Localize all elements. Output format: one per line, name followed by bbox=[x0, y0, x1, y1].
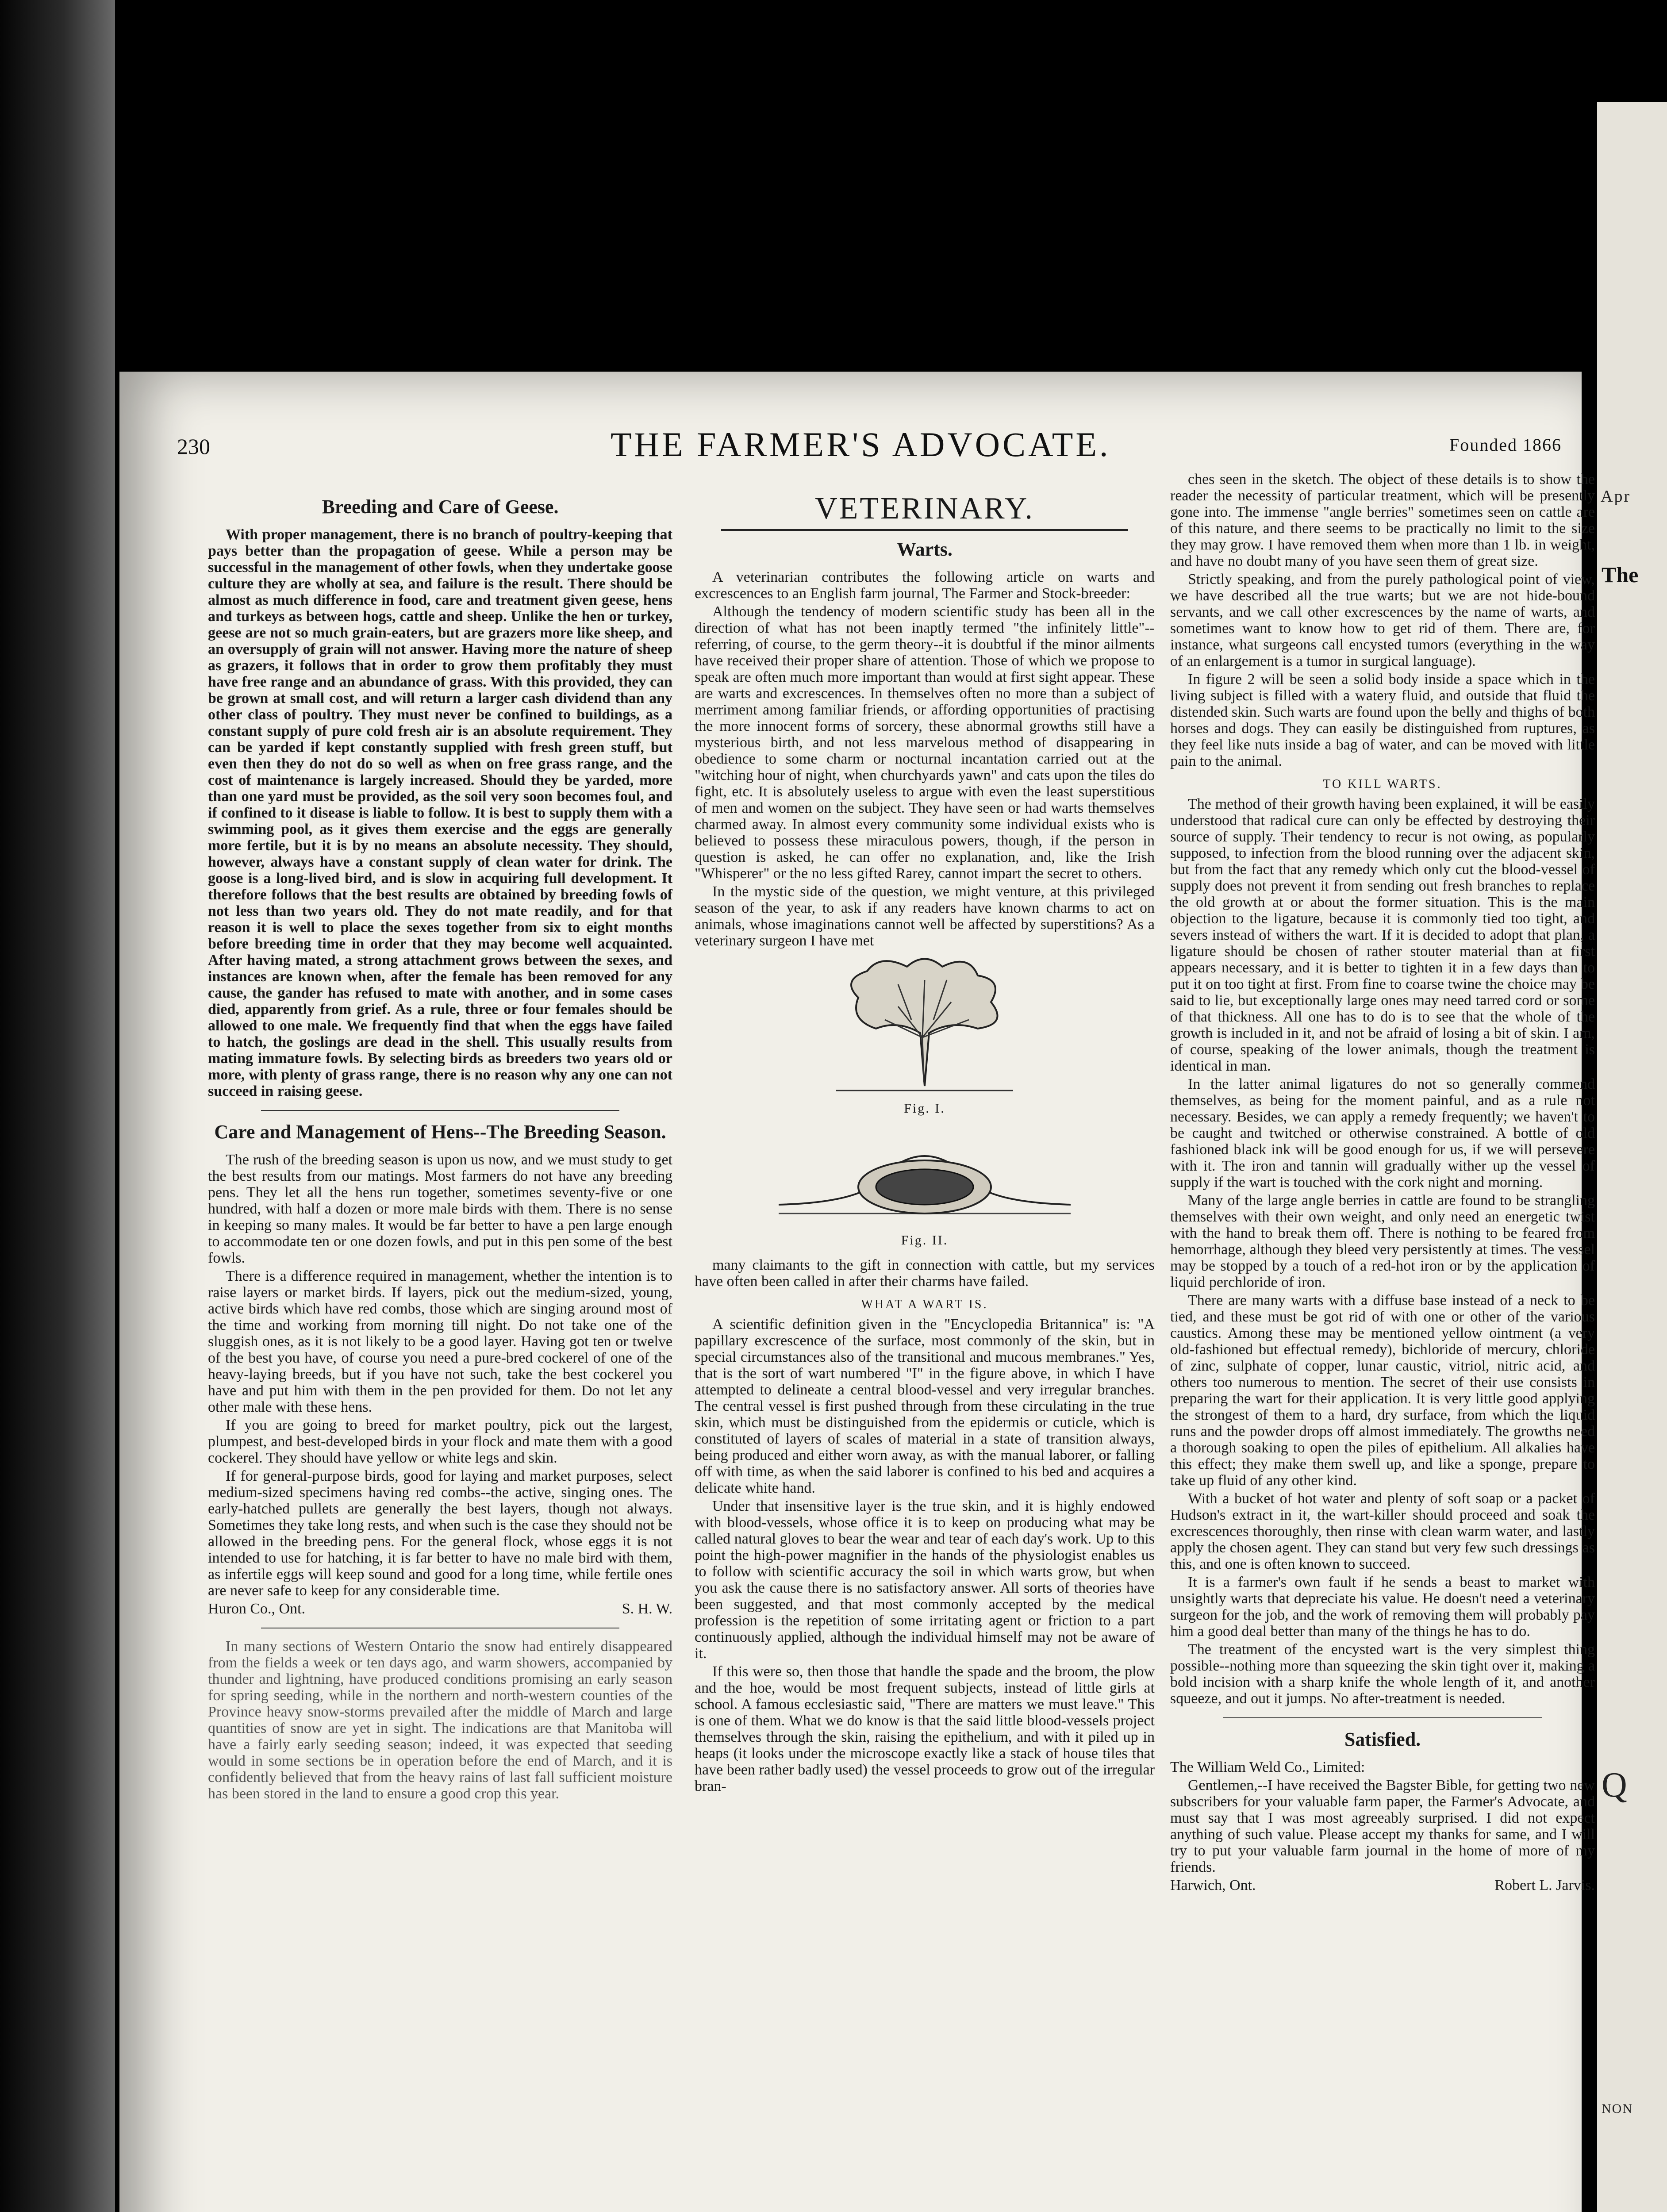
warts-paragraph: A veterinarian contributes the following article on warts and excrescences to an English farm journal, The Farmer and Stock-breeder: bbox=[695, 569, 1155, 602]
what-paragraph: Under that insensitive layer is the true skin, and it is highly endowed with blood-vessels, whose office it is to keep on producing what may be called natural gloves to bear the wear and tear of each day's work. Up to this point the high-power magnifier in the hands of the physiologist enables us to follow with scientific accuracy the soil in which warts grow, but when you ask the cause there is no satisfactory answer. All sorts of theories have been suggested, and that most commonly accepted by the medical profession is the repetition of some irritating agent or friction to a part continuously applied, although the individual himself may not be aware of it. bbox=[695, 1498, 1155, 1662]
adjacent-non-fragment: NON bbox=[1602, 2101, 1633, 2116]
snow-paragraph: In many sections of Western Ontario the snow had entirely disappeared from the fields a week or ten days ago, and warm showers, accompanied by thunder and lightning, have produced conditions promising an early season for spring seeding, while in the northern and north-western counties of the Province heavy snow-storms prevailed after the middle of March and large quantities of snow are yet in sight. The indications are that Manitoba will have a fairly early seeding season; indeed, it was expected that seeding would in some sections be in operation before the end of March, and it is confidently believed that from the heavy rains of last fall sufficient moisture has been stored in the land to ensure a good crop this year. bbox=[208, 1638, 672, 1802]
warts-title: Warts. bbox=[897, 538, 953, 560]
figure-2-encysted-tumor-illustration bbox=[774, 1125, 1075, 1231]
adjacent-page-fragment bbox=[1597, 102, 1667, 2212]
satisfied-salutation: The William Weld Co., Limited: bbox=[1170, 1759, 1365, 1775]
geese-title: Breeding and Care of Geese. bbox=[322, 496, 559, 518]
kill-warts-paragraph: Many of the large angle berries in cattle are found to be strangling themselves with their own weight, and only need an energetic twist with the hand to break them off. There is nothing to be feared from hemorrhage, although they bleed very persistently at times. The vessel may be stopped by a touch of a red-hot iron or by the application of liquid perchloride of iron. bbox=[1170, 1192, 1595, 1290]
kill-warts-paragraph: The treatment of the encysted wart is the very simplest thing possible--nothing more than squeezing the skin tight over it, making a bold incision with a sharp knife the whole length of it, and another squeeze, and out it jumps. No after-treatment is needed. bbox=[1170, 1641, 1595, 1707]
column-3 bbox=[1170, 471, 1595, 1893]
page-number: 230 bbox=[177, 434, 210, 459]
figure-1-caption: Fig. I. bbox=[904, 1101, 945, 1116]
adjacent-running-head: Apr bbox=[1601, 487, 1631, 506]
founded-line: Founded 1866 bbox=[1449, 435, 1562, 455]
warts-paragraph: Although the tendency of modern scientific study has been all in the direction of what has not been inaptly termed "the infinitely little"--referring, of course, to the germ theory--it is doubtful if the minor ailments have received their proper share of attention. Those of which we propose to speak are often much more important than would at first sight appear. These are warts and excrescences. In themselves often no more than a subject of merriment among familiar friends, or affording opportunities of practising the more innocent forms of sorcery, these abnormal growths still have a mysterious birth, and not less marvelous method of disappearing in obedience to some charm or nocturnal incantation carried out at the "witching hour of night, when churchyards yawn" and cats upon the tiles do fight, etc. It is absolutely useless to argue with even the least superstitious of men and women on the subject. They have seen or had warts themselves charmed away. In almost every community some individual exists who is believed to possess these miraculous powers, though, if the person in question is asked, he can offer no explanation, and, like the Irish "Whisperer" or the no less gifted Rarey, cannot impart the secret to others. bbox=[695, 603, 1155, 882]
hens-place: Huron Co., Ont. bbox=[208, 1601, 306, 1617]
warts-continued-paragraph: ches seen in the sketch. The object of these details is to show the reader the necessity of particular treatment, which will be presently gone into. The immense "angle berries" sometimes seen on cattle are of this nature, and there seems to be practically no limit to the size they may grow. I have removed them when more than 1 lb. in weight, and have no doubt many of you have seen them of great size. bbox=[1170, 471, 1595, 569]
column-2 bbox=[695, 491, 1155, 1796]
divider bbox=[1223, 1717, 1542, 1718]
kill-warts-paragraph: It is a farmer's own fault if he sends a beast to market with unsightly warts that depreciate his value. He doesn't need a veterinary surgeon for the job, and the work of removing them will probably pay him a good deal better than many of the things he has to do. bbox=[1170, 1574, 1595, 1640]
adjacent-heading-fragment: The bbox=[1602, 562, 1639, 587]
kill-warts-paragraph: With a bucket of hot water and plenty of soft soap or a packet of Hudson's extract in it, the wart-killer should proceed and soak the excrescences thoroughly, then rinse with clean warm water, and lastly apply the chosen agent. They can stand but very few such dressings as this, and one is often known to succeed. bbox=[1170, 1490, 1595, 1572]
what-paragraph: If this were so, then those that handle the spade and the broom, the plow and the hoe, would be most frequent subjects, instead of little girls at school. A famous ecclesiastic said, "There are matters we must leave." This is one of them. What we do know is that the said little blood-vessels project themselves through the skin, raising the epithelium, and with it piled up in heaps (it looks under the microscope exactly like a stack of house tiles that have been rather badly used) the vessel proceeds to grow out of the irregular bran- bbox=[695, 1663, 1155, 1794]
geese-paragraph: With proper management, there is no branch of poultry-keeping that pays better than the propagation of geese. While a person may be successful in the management of other fowls, when they undertake goose culture they are wholly at sea, and failure is the result. There should be almost as much difference in food, care and treatment given geese, hens and turkeys as between hogs, cattle and sheep. Unlike the hen or turkey, geese are not so much grain-eaters, but are grazers more like sheep, and an oversupply of grain will not answer. Having more the nature of sheep as grazers, it follows that in order to grow them profitably they must have free range and an abundance of grass. With this provided, they can be grown at small cost, and will return a larger cash dividend than any other class of poultry. They must never be confined to buildings, as a constant supply of pure cold fresh air is an absolute requirement. They can be yarded if kept constantly supplied with fresh green stuff, but even then they do not do so well as when on free grass range, and the cost of maintenance is largely increased. Should they be yarded, more than one yard must be provided, as the soil very soon becomes foul, and if confined to it disease is liable to follow. It is best to supply them with a swimming pool, as it gives them exercise and the eggs are generally more fertile, but it is by no means an absolute necessity. They should, however, always have a constant supply of clean water for drink. The goose is a long-lived bird, and is slow in acquiring full development. It therefore follows that the best results are obtained by breeding fowls of not less than two years old. They do not mate readily, and for that reason it is well to place the sexes together from six to eight months before breeding time in order that they may become well acquainted. After having mated, a strong attachment grows between the sexes, and instances are known when, after the female has been removed for any cause, the gander has refused to mate with another, and in some cases died, apparently from grief. As a rule, three or four females should be allowed to one male. We frequently find that when the eggs have failed to hatch, the goslings are dead in the shell. This usually results from mating immature fowls. By selecting birds as breeders two years old or more, with plenty of grass range, there is no reason why any one can not succeed in raising geese. bbox=[208, 526, 672, 1099]
hens-paragraph: The rush of the breeding season is upon us now, and we must study to get the best results from our matings. Most farmers do not have any breeding pens. They let all the hens run together, sometimes seventy-five or one hundred, with half a dozen or more male birds with them. There is no sense in keeping so many males. It would be far better to have a pen large enough to accommodate ten or one dozen fowls, and put in this pen some of the best fowls. bbox=[208, 1152, 672, 1266]
what-wart-heading: WHAT A WART IS. bbox=[861, 1298, 988, 1311]
geese-article bbox=[208, 526, 672, 1099]
what-paragraph: A scientific definition given in the "Encyclopedia Britannica" is: "A papillary excrescence of the surface, most commonly of the skin, but in special circumstances also of the transitional and mucous membranes." Yes, that is the sort of wart numbered "I" in the figure above, in which I have attempted to delineate a central blood-vessel and very irregular branches. The central vessel is first pushed through from these circulating in the true skin, which must be distinguished from the epidermis or cuticle, which is constituted of layers of scales of material in a state of transition always, being produced and either worn away, as with the manual laborer, or falling off with time, as when the said laborer is confined to his bed and acquires a delicate white hand. bbox=[695, 1316, 1155, 1496]
hens-paragraph: If you are going to breed for market poultry, pick out the largest, plumpest, and best-developed birds in your flock and mate them with a good cockerel. They should have yellow or white legs and skin. bbox=[208, 1417, 672, 1466]
masthead: THE FARMER'S ADVOCATE. bbox=[611, 425, 1111, 464]
hens-paragraph: If for general-purpose birds, good for laying and market purposes, select medium-sized specimens having red combs--the active, singing ones. The early-hatched pullets are generally the best layers, though not always. Sometimes they take long rests, and when such is the case they should not be allowed in the breeding pens. For the general flock, whose eggs it is not intended to use for hatching, it is far better to have no male bird with them, as infertile eggs will keep sound and good for a long time, while fertile ones are never safe to keep for any considerable time. bbox=[208, 1468, 672, 1599]
kill-warts-heading: TO KILL WARTS. bbox=[1323, 777, 1442, 791]
divider bbox=[261, 1110, 619, 1111]
adjacent-big-letter: Q bbox=[1602, 1766, 1627, 1805]
warts-paragraph: many claimants to the gift in connection with cattle, but my services have often been called in after their charms have failed. bbox=[695, 1257, 1155, 1290]
warts-continued-paragraph: Strictly speaking, and from the purely pathological point of view, we have described all the true warts; but we are not hide-bound servants, and we call other excrescences by the name of warts, and sometimes want to know how to get rid of them. There are, for instance, what surgeons call encysted tumors (everything in the way of an enlargement is a tumor in surgical language). bbox=[1170, 571, 1595, 669]
hens-paragraph: There is a difference required in management, whether the intention is to raise layers or market birds. If layers, pick out the medium-sized, young, active birds which have red combs, those which are singing around most of the time and working from morning till night. Do not take one of the sluggish ones, as it is not likely to be a good layer. Having got ten or twelve of the best you have, of course you need a pure-bred cockerel of one of the heavy-laying breeds, but if you have not such, take the best cockerel you have and put him with them in the pen provided for them. Do not let any other male with these hens. bbox=[208, 1268, 672, 1415]
figure-2-caption: Fig. II. bbox=[901, 1233, 949, 1248]
scan-left-shadow bbox=[0, 0, 115, 2212]
figure-1-wart-illustration bbox=[810, 953, 1040, 1099]
satisfied-signature: Robert L. Jarvis. bbox=[1494, 1877, 1595, 1893]
snow-article bbox=[208, 1638, 672, 1802]
newspaper-page bbox=[119, 372, 1595, 2212]
hens-title: Care and Management of Hens--The Breeding Season. bbox=[214, 1121, 666, 1143]
section-heading: VETERINARY. bbox=[815, 492, 1034, 526]
page-header bbox=[177, 425, 1562, 478]
satisfied-signature-line bbox=[1170, 1877, 1595, 1893]
satisfied-place: Harwich, Ont. bbox=[1170, 1877, 1256, 1893]
warts-continued-paragraph: In figure 2 will be seen a solid body inside a space which in the living subject is filled with a watery fluid, and outside that fluid the distended skin. Such warts are found upon the belly and thighs of both horses and dogs. They can easily be distinguished from ruptures, as they feel like nuts inside a bag of water, and can be moved with little pain to the animal. bbox=[1170, 671, 1595, 769]
satisfied-letter: Gentlemen,--I have received the Bagster Bible, for getting two new subscribers for your valuable farm paper, the Farmer's Advocate, and must say that I was most agreeably surprised. I did not expect anything of such value. Please accept my thanks for same, and I will try to put your valuable farm journal in the home of more of my friends. bbox=[1170, 1777, 1595, 1875]
kill-warts-paragraph: The method of their growth having been explained, it will be easily understood that radical cure can only be effected by destroying their source of supply. Their tendency to recur is not owing, as popularly supposed, to infection from the blood running over the adjacent skin, but from the fact that any remedy which only cut the blood-vessel of supply does not prevent it from sending out fresh branches to replace the old growth at or about the former situation. This is the main objection to the ligature, because it is commonly tied too tight, and severs instead of withers the wart. If it is decided to adopt that plan, a ligature should be chosen of rather stouter material than at first appears necessary, and it is better to tighten it in a few days than to put it on too tight at first. From fine to coarse twine the choice may be said to lie, but exceptionally large ones may need tarred cord or some of that thickness. All one has to do is to see that the whole of the growth is included in it, and not be afraid of losing a bit of skin. I am, of course, speaking of the lower animals, though the treatment is identical in man. bbox=[1170, 796, 1595, 1074]
warts-paragraph: In the mystic side of the question, we might venture, at this privileged season of the year, to ask if any readers have known charms to act on animals, whose imaginations cannot well be affected by superstitions? As a veterinary surgeon I have met bbox=[695, 883, 1155, 949]
hens-signature: S. H. W. bbox=[622, 1601, 672, 1617]
hens-article bbox=[208, 1152, 672, 1617]
kill-warts-paragraph: There are many warts with a diffuse base instead of a neck to be tied, and these must be got rid of with one or other of the various caustics. Among these may be mentioned yellow ointment (a very old-fashioned but effectual remedy), bichloride of mercury, chloride of zinc, sulphate of copper, lunar caustic, vitriol, nitric acid, and others too numerous to mention. The secret of their use consists in preparing the wart for their application. It is very little good applying the strongest of them to a hard, dry surface, from which the liquid runs and the powder drops off almost immediately. The growths need a thorough soaking to open the piles of epithelium. All alkalies have this effect; they make them swell up, and like a sponge, prepare to take up fluid of any other kind. bbox=[1170, 1292, 1595, 1489]
column-1 bbox=[208, 491, 672, 1804]
satisfied-title: Satisfied. bbox=[1344, 1728, 1421, 1750]
hens-signature-line bbox=[208, 1601, 672, 1617]
section-rule bbox=[721, 529, 1128, 531]
kill-warts-paragraph: In the latter animal ligatures do not so generally commend themselves, as being for the moment painful, and as a rule not necessary. Besides, we can apply a remedy frequently; we haven't to be caught and twitched or otherwise constrained. A bottle of old fashioned black ink will be good enough for us, if we will persevere with it. The iron and tannin will gradually wither up the vessel of supply if the wart is touched with the cork night and morning. bbox=[1170, 1076, 1595, 1190]
